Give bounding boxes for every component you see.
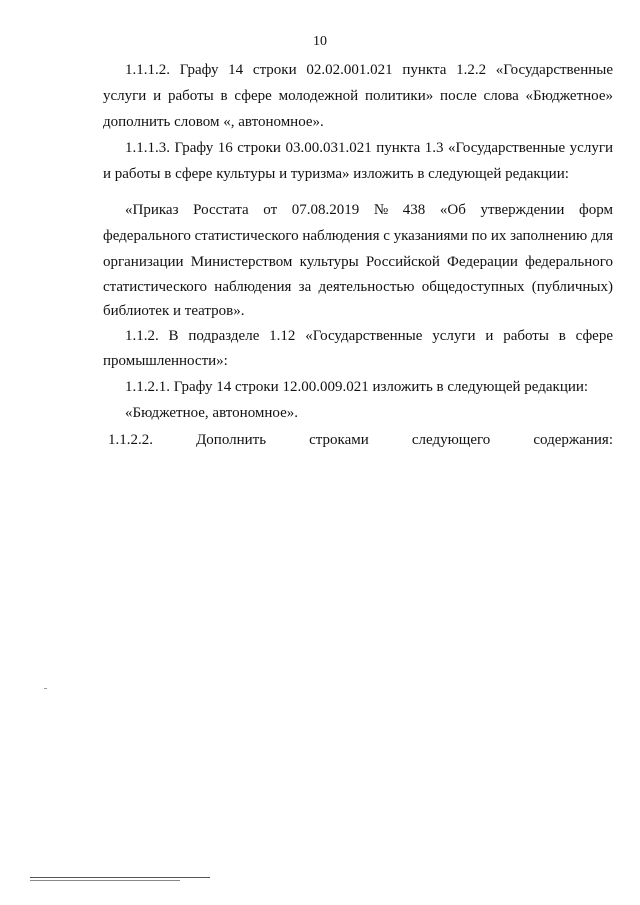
text-line: и работы в сфере культуры и туризма» изложить в следующей редакции:: [103, 166, 569, 182]
text-line: 1.1.2. В подразделе 1.12 «Государственные услуги и работы в сфере: [125, 328, 613, 344]
text-line: 1.1.1.3. Графу 16 строки 03.00.031.021 пункта 1.3 «Государственные услуги: [125, 140, 613, 156]
page-number: 10: [313, 34, 327, 49]
text-line: организации Министерством культуры Российской Федерации федерального: [103, 254, 613, 270]
scan-mark: [44, 688, 47, 689]
footer-rule: [30, 877, 210, 878]
text-line: дополнить словом «, автономное».: [103, 114, 324, 130]
text-line: «Бюджетное, автономное».: [125, 405, 299, 421]
text-line: промышленности»:: [103, 353, 228, 369]
text-line: 1.1.2.2. Дополнить строками следующего содержания:: [108, 432, 613, 448]
footer-rule-2: [30, 880, 180, 881]
text-line: библиотек и театров».: [103, 303, 245, 319]
text-line: 1.1.1.2. Графу 14 строки 02.02.001.021 пункта 1.2.2 «Государственные: [125, 62, 613, 78]
text-line: статистического наблюдения за деятельностью общедоступных (публичных): [103, 279, 613, 295]
text-line: федерального статистического наблюдения с указаниями по их заполнению для: [103, 228, 613, 244]
text-line: 1.1.2.1. Графу 14 строки 12.00.009.021 изложить в следующей редакции:: [125, 379, 589, 395]
text-line: «Приказ Росстата от 07.08.2019 № 438 «Об утверждении форм: [125, 202, 613, 218]
text-line: услуги и работы в сфере молодежной политики» после слова «Бюджетное»: [103, 88, 613, 104]
